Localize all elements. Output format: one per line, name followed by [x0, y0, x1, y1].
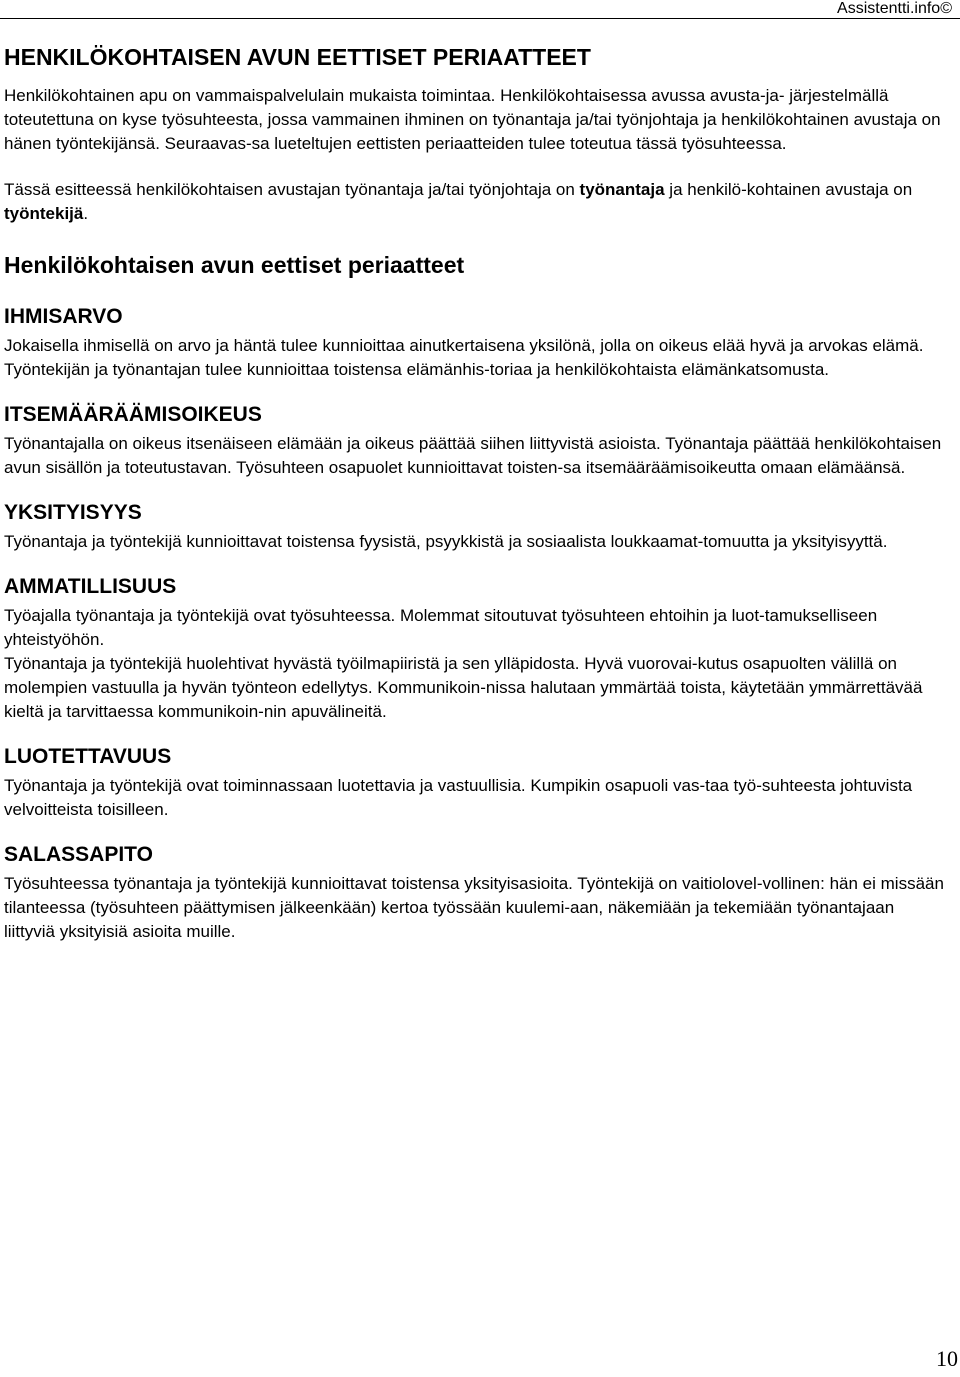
section-human-dignity [4, 302, 949, 382]
term-employee: työntekijä [4, 204, 84, 223]
site-brand: Assistentti.info© [837, 0, 952, 17]
section-privacy [4, 498, 949, 554]
section-paragraph: Jokaisella ihmisellä on arvo ja häntä tulee kunnioittaa ainutkertaisena yksilönä, jolla on oikeus elää hyvä ja arvokas elämä. Työntekijän ja työnantajan tulee kunnioittaa toistensa elämänhis-toriaa ja henkilökohtaista elämänkatsomusta. [4, 336, 924, 379]
definition-end: . [83, 204, 89, 223]
principles-heading: Henkilökohtaisen avun eettiset periaatteet [4, 252, 465, 278]
section-paragraph: Työnantaja ja työntekijä huolehtivat hyvästä työilmapiiristä ja sen ylläpidosta. Hyvä vuorovai-kutus osapuolten välillä on molempien vastuulla ja hyvän työnteon edellytys. Kommunikoin-nissa halutaan ymmärtää toista, käytetään ymmärrettävää kieltä ja tarvittaessa kommunikoin-nin apuvälineitä. [4, 654, 923, 721]
section-heading: IHMISARVO [4, 305, 123, 328]
section-self-determination [4, 400, 949, 480]
intro-paragraph: Henkilökohtainen apu on vammaispalvelulain mukaista toimintaa. Henkilökohtaisessa avussa avusta-ja- järjestelmällä toteutettuna on kyse työsuhteesta, jossa vammainen ihminen on työnantaja ja/tai työnjohtaja ja henkilökohtainen avustaja on hänen työntekijänsä. Seuraavas-sa lueteltujen eettisten periaatteiden tulee toteutua tässä työsuhteessa. [4, 86, 941, 153]
section-paragraph: Työajalla työnantaja ja työntekijä ovat työsuhteessa. Molemmat sitoutuvat työsuhteen ehtoihin ja luot-tamukselliseen yhteistyöhön. [4, 606, 878, 649]
section-professionalism [4, 572, 949, 724]
section-heading: YKSITYISYYS [4, 501, 142, 524]
section-confidentiality [4, 840, 949, 944]
section-reliability [4, 742, 949, 822]
definition-paragraph [4, 178, 949, 226]
term-employer: työnantaja [579, 180, 665, 199]
section-heading: ITSEMÄÄRÄÄMISOIKEUS [4, 403, 262, 426]
section-paragraph: Työsuhteessa työnantaja ja työntekijä kunnioittavat toistensa yksityisasioita. Työntekijä on vaitiolovel-vollinen: hän ei missään tilanteessa (työsuhteen päättymisen jälkeenkään) kertoa työssään kuulemi-aan, näkemiään ja tekemiään työnantajaan liittyviä yksityisiä asioita muille. [4, 874, 944, 941]
section-heading: SALASSAPITO [4, 843, 153, 866]
definition-text: ja henkilö-kohtainen avustaja on [664, 180, 913, 199]
document-title: HENKILÖKOHTAISEN AVUN EETTISET PERIAATTEET [4, 44, 591, 70]
section-heading: LUOTETTAVUUS [4, 745, 172, 768]
section-paragraph: Työnantaja ja työntekijä kunnioittavat toistensa fyysistä, psyykkistä ja sosiaalista loukkaamat-tomuutta ja yksityisyyttä. [4, 532, 888, 551]
section-paragraph: Työnantajalla on oikeus itsenäiseen elämään ja oikeus päättää siihen liittyvistä asioista. Työnantaja päättää henkilökohtaisen avun sisällön ja toteutustavan. Työsuhteen osapuolet kunnioittavat toisten-sa itsemääräämisoikeutta omaan elämäänsä. [4, 434, 942, 477]
definition-text: Tässä esitteessä henkilökohtaisen avustajan työnantaja ja/tai työnjohtaja on [4, 180, 580, 199]
section-heading: AMMATILLISUUS [4, 575, 177, 598]
document-body [4, 84, 949, 962]
section-paragraph: Työnantaja ja työntekijä ovat toiminnassaan luotettavia ja vastuullisia. Kumpikin osapuoli vas-taa työ-suhteesta johtuvista velvoitteista toisilleen. [4, 776, 913, 819]
header-divider [0, 18, 960, 19]
page-number: 10 [936, 1346, 958, 1371]
